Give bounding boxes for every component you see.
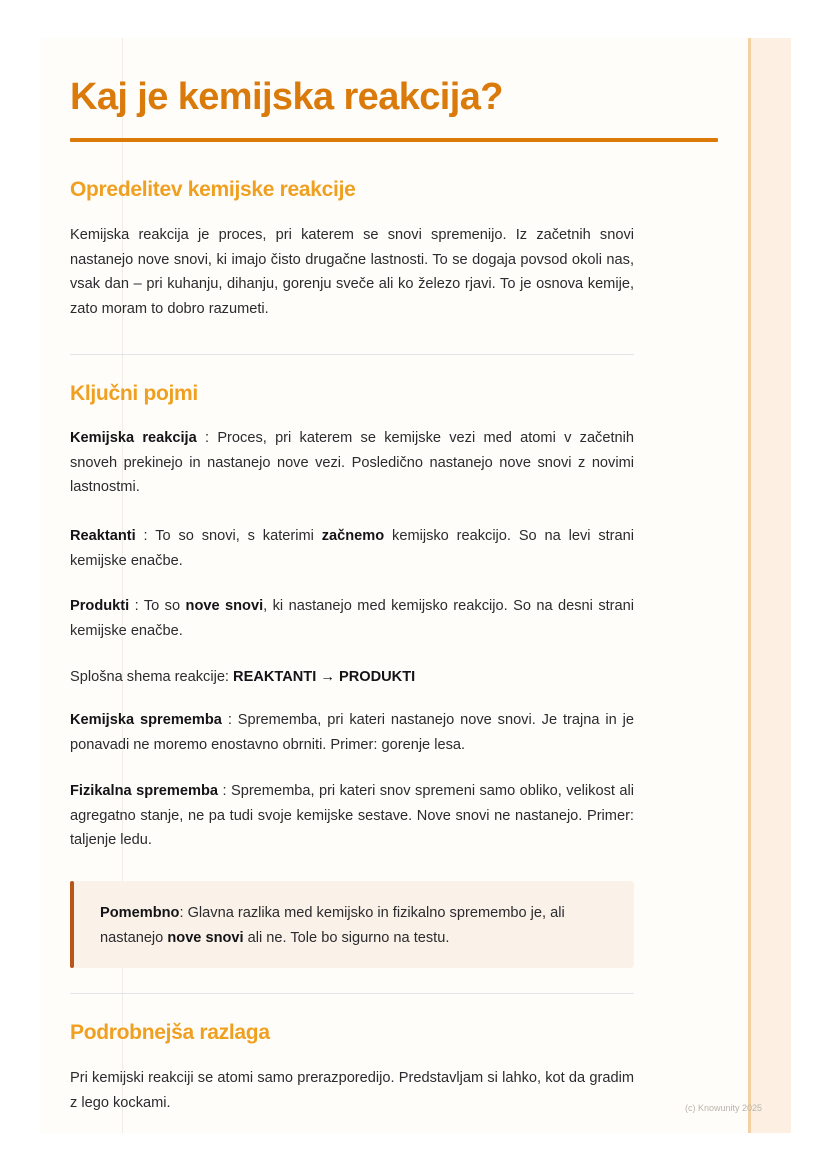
margin-guide-line	[122, 38, 123, 1133]
detailed-paragraph: Pri kemijski reakciji se atomi samo prerazporedijo. Predstavljam si lahko, kot da gradim z lego kockami.	[70, 1070, 634, 1111]
title-underline	[70, 138, 718, 142]
section-heading-definition: Opredelitev kemijske reakcije	[70, 178, 356, 201]
emphasis: nove snovi	[185, 598, 264, 614]
term-reactants: Reaktanti : To so snovi, s katerimi začnemo kemijsko reakcijo. So na levi strani kemijske enačbe.	[70, 528, 635, 569]
term-definition: Proces, pri katerem se kemijske vezi med atomi v začetnih snoveh prekinejo in nastanejo nove vezi. Posledično nastanejo nove snovi z novimi lastnostmi.	[70, 430, 634, 495]
right-margin-line	[748, 38, 751, 1133]
section-heading-detailed: Podrobnejša razlaga	[70, 1021, 270, 1044]
term-label: Kemijska sprememba	[70, 712, 222, 728]
important-callout	[70, 881, 634, 968]
callout-text: Pomembno: Glavna razlika med kemijsko in fizikalno spremembo je, ali nastanejo nove snovi ali ne. Tole bo sigurno na testu.	[100, 905, 565, 946]
term-label: Kemijska reakcija	[70, 430, 197, 446]
term-label: Produkti	[70, 598, 130, 614]
emphasis: nove snovi	[167, 929, 244, 946]
document-page	[40, 38, 791, 1133]
copyright-footer: (c) Knowunity 2025	[685, 1103, 763, 1113]
callout-label: Pomembno	[100, 905, 180, 921]
scheme-formula: REAKTANTI → PRODUKTI	[233, 669, 416, 685]
definition-paragraph: Kemijska reakcija je proces, pri katerem se snovi spremenijo. Iz začetnih snovi nastanejo nove snovi, ki imajo čisto drugačne lastnosti. To se dogaja povsod okoli nas, vsak dan – pri kuhanju, dihanju, gorenju sveče ali ko železo rjavi. To je osnova kemije, zato moram to dobro razumeti.	[70, 227, 634, 317]
term-label: Reaktanti	[70, 528, 136, 544]
term-chemical-change: Kemijska sprememba : Sprememba, pri kateri nastanejo nove snovi. Je trajna in je ponavadi ne moremo enostavno obrniti. Primer: gorenje lesa.	[70, 712, 635, 753]
reaction-scheme: Splošna shema reakcije: REAKTANTI → PRODUKTI	[70, 669, 416, 685]
emphasis: začnemo	[321, 528, 385, 544]
section-heading-key-terms: Ključni pojmi	[70, 382, 198, 405]
callout-accent-bar	[70, 881, 74, 968]
right-margin-strip	[749, 38, 791, 1133]
term-physical-change: Fizikalna sprememba : Sprememba, pri kateri snov spremeni samo obliko, velikost ali agregatno stanje, ne pa tudi svoje kemijske sestave. Nove snovi ne nastanejo. Primer: taljenje ledu.	[70, 783, 634, 848]
page-title: Kaj je kemijska reakcija?	[70, 76, 503, 118]
term-products: Produkti : To so nove snovi, ki nastanejo med kemijsko reakcijo. So na desni strani kemijske enačbe.	[70, 598, 635, 639]
term-chemical-reaction: Kemijska reakcija : Proces, pri katerem se kemijske vezi med atomi v začetnih snoveh prekinejo in nastanejo nove vezi. Posledično nastanejo nove snovi z novimi lastnostmi.	[70, 430, 634, 495]
term-label: Fizikalna sprememba	[70, 783, 219, 799]
section-divider	[70, 354, 634, 355]
section-divider	[70, 993, 634, 994]
